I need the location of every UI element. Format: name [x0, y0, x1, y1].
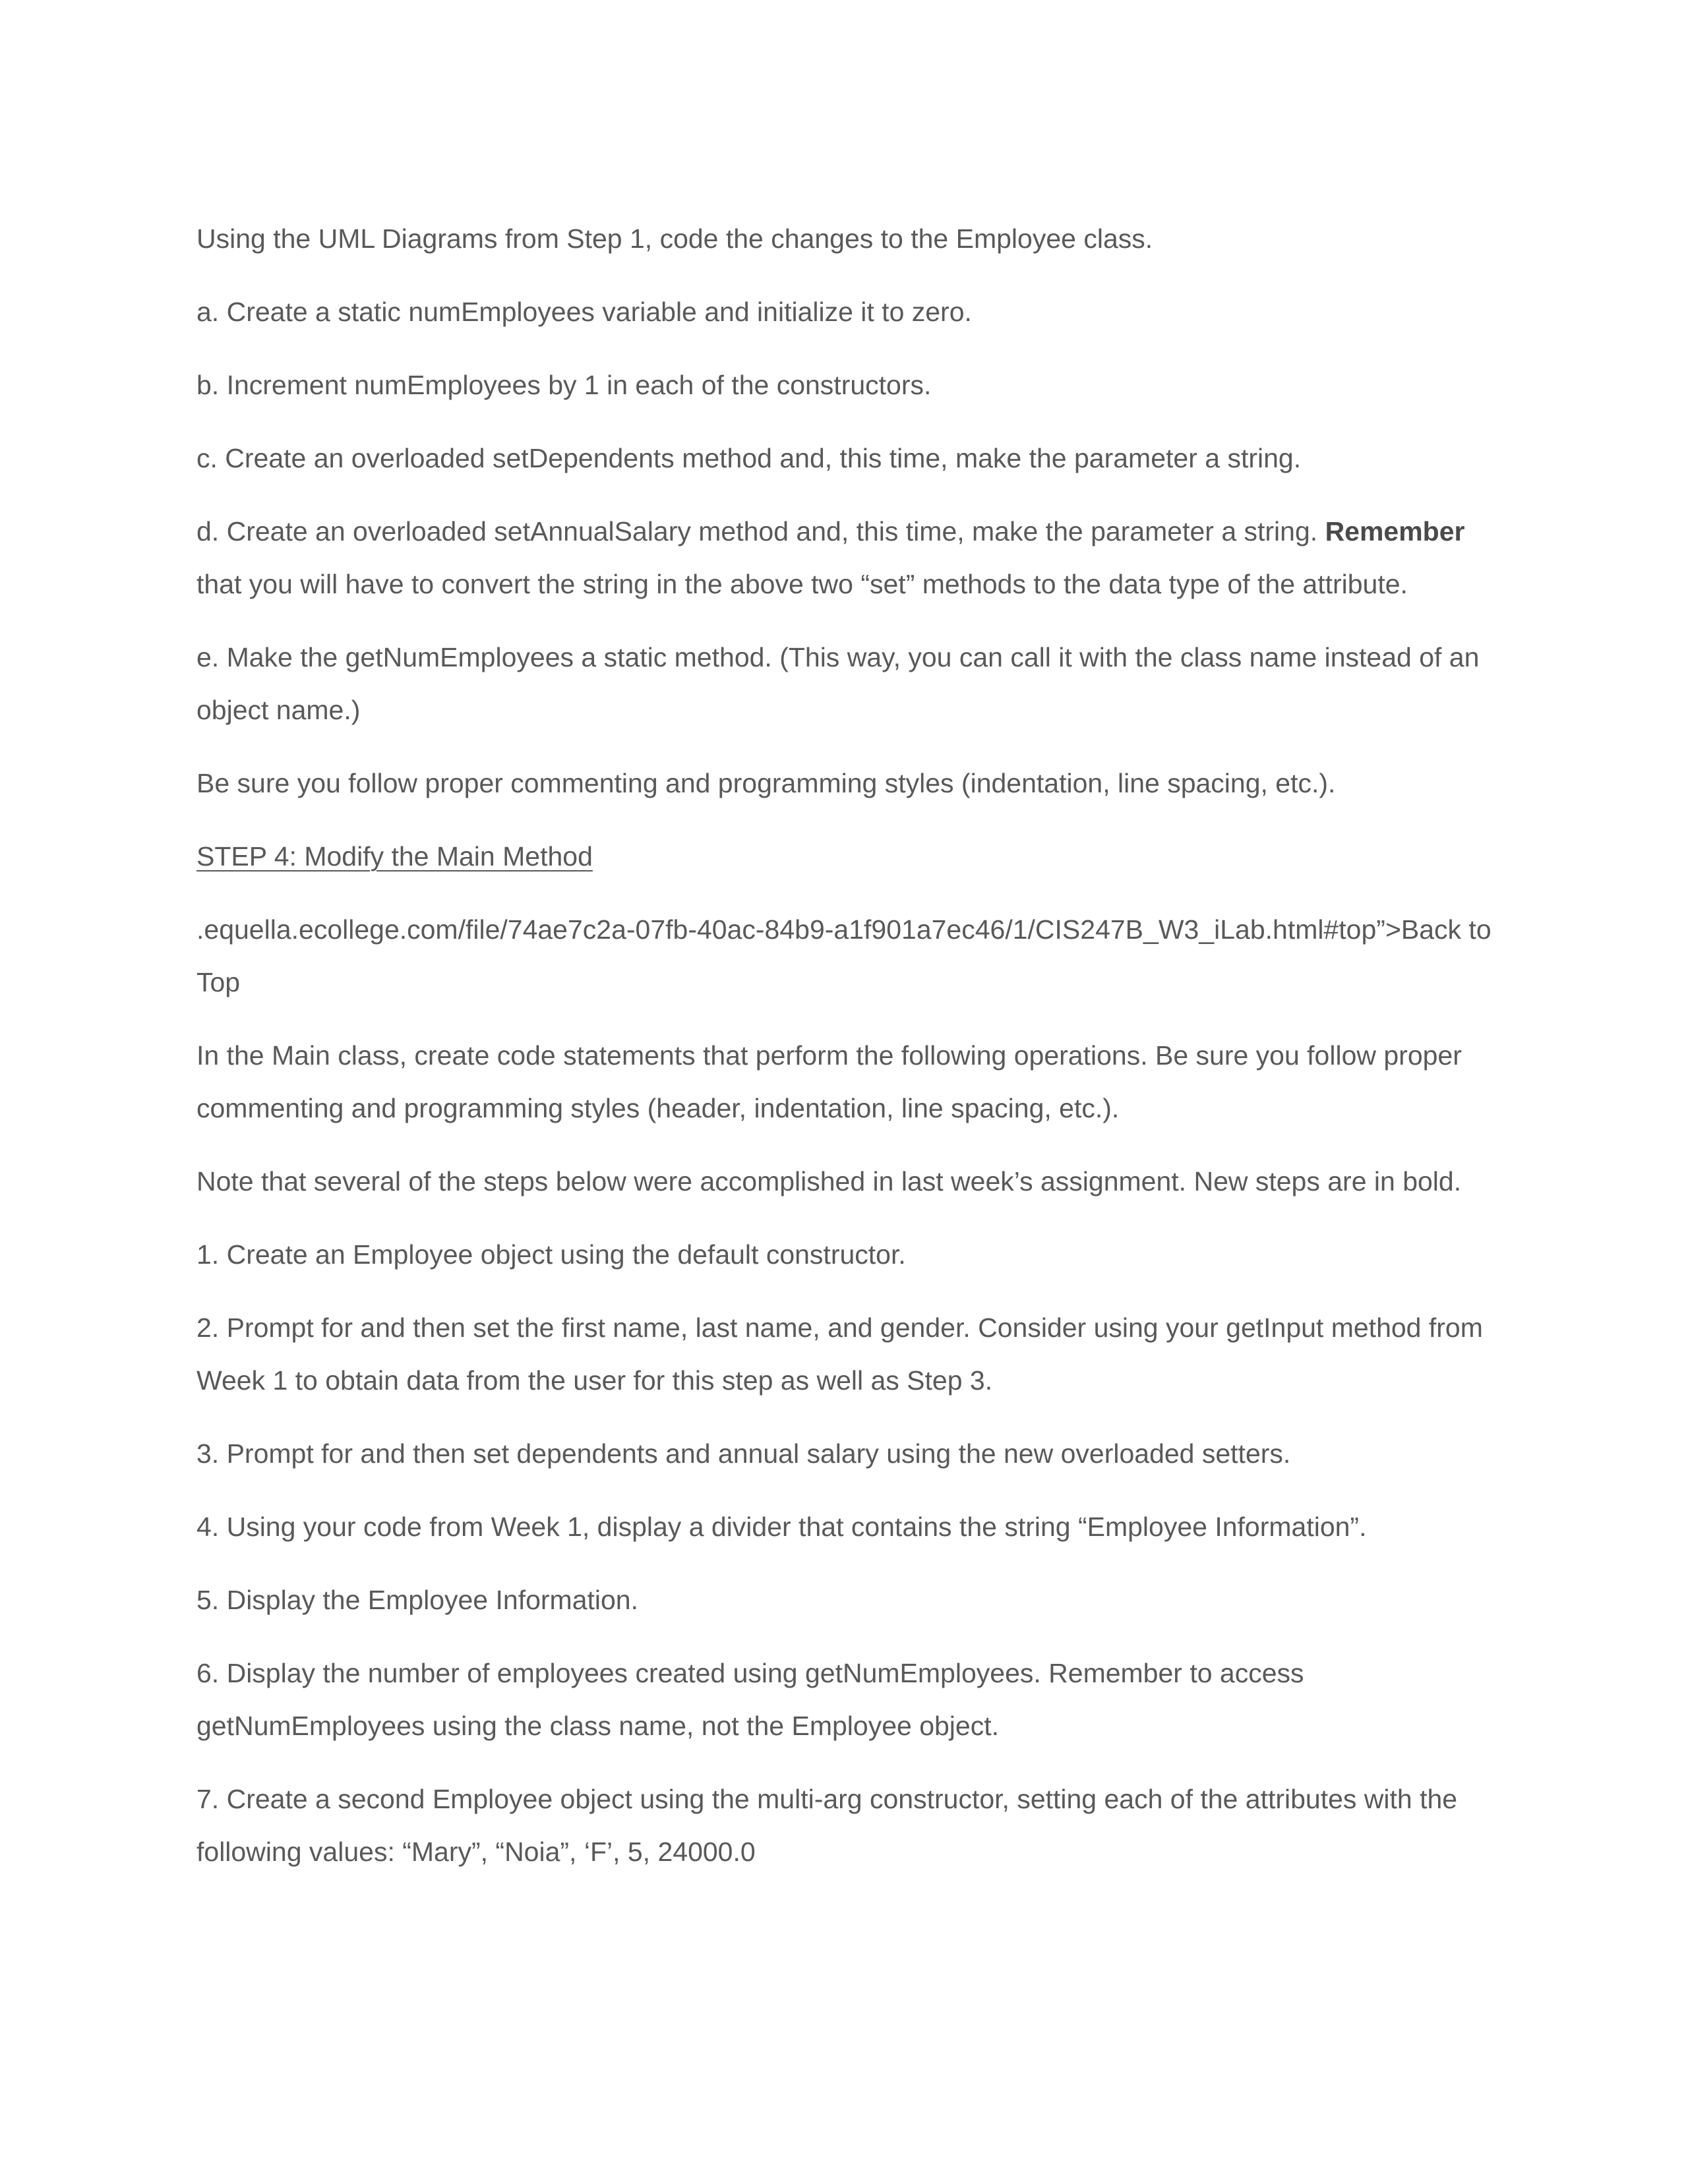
list-item-4: 4. Using your code from Week 1, display a divider that contains the string “Employee Information”.	[196, 1512, 1367, 1542]
list-item-2: 2. Prompt for and then set the first name, last name, and gender. Consider using your getInput method from Week 1 to obtain data from the user for this step as well as Step 3.	[196, 1313, 1483, 1396]
back-to-top-link-text: .equella.ecollege.com/file/74ae7c2a-07fb-40ac-84b9-a1f901a7ec46/1/CIS247B_W3_iLab.html#top”>Back to Top	[196, 914, 1492, 997]
step-d-bold-remember: Remember	[1325, 516, 1465, 546]
list-item-7: 7. Create a second Employee object using the multi-arg constructor, setting each of the attributes with the following values: “Mary”, “Noia”, ‘F’, 5, 24000.0	[196, 1784, 1458, 1867]
list-item-1: 1. Create an Employee object using the default constructor.	[196, 1239, 906, 1270]
main-class-paragraph: In the Main class, create code statements that perform the following operations. Be sure you follow proper commenting and programming styles (header, indentation, line spacing, etc.).	[196, 1040, 1462, 1123]
list-item-5: 5. Display the Employee Information.	[196, 1585, 638, 1615]
note-paragraph: Note that several of the steps below were accomplished in last week’s assignment. New steps are in bold.	[196, 1166, 1462, 1196]
document-body	[196, 212, 1509, 1899]
step4-heading-link[interactable]: STEP 4: Modify the Main Method	[196, 841, 593, 871]
step-d-text-part2: that you will have to convert the string in the above two “set” methods to the data type of the attribute.	[196, 569, 1408, 599]
step-d-text-part1: d. Create an overloaded setAnnualSalary method and, this time, make the parameter a string.	[196, 516, 1325, 546]
intro-paragraph: Using the UML Diagrams from Step 1, code the changes to the Employee class.	[196, 223, 1153, 254]
be-sure-paragraph: Be sure you follow proper commenting and programming styles (indentation, line spacing, etc.).	[196, 768, 1336, 798]
list-item-3: 3. Prompt for and then set dependents and annual salary using the new overloaded setters.	[196, 1438, 1291, 1469]
step-b-paragraph: b. Increment numEmployees by 1 in each of the constructors.	[196, 370, 932, 400]
step-c-paragraph: c. Create an overloaded setDependents method and, this time, make the parameter a string.	[196, 443, 1302, 473]
step-a-paragraph: a. Create a static numEmployees variable and initialize it to zero.	[196, 297, 972, 327]
step4-heading	[196, 830, 1509, 883]
list-item-6: 6. Display the number of employees created using getNumEmployees. Remember to access getNumEmployees using the class name, not the Employee object.	[196, 1658, 1304, 1741]
step-e-paragraph: e. Make the getNumEmployees a static method. (This way, you can call it with the class name instead of an object name.)	[196, 642, 1480, 725]
step-d-paragraph	[196, 505, 1509, 610]
